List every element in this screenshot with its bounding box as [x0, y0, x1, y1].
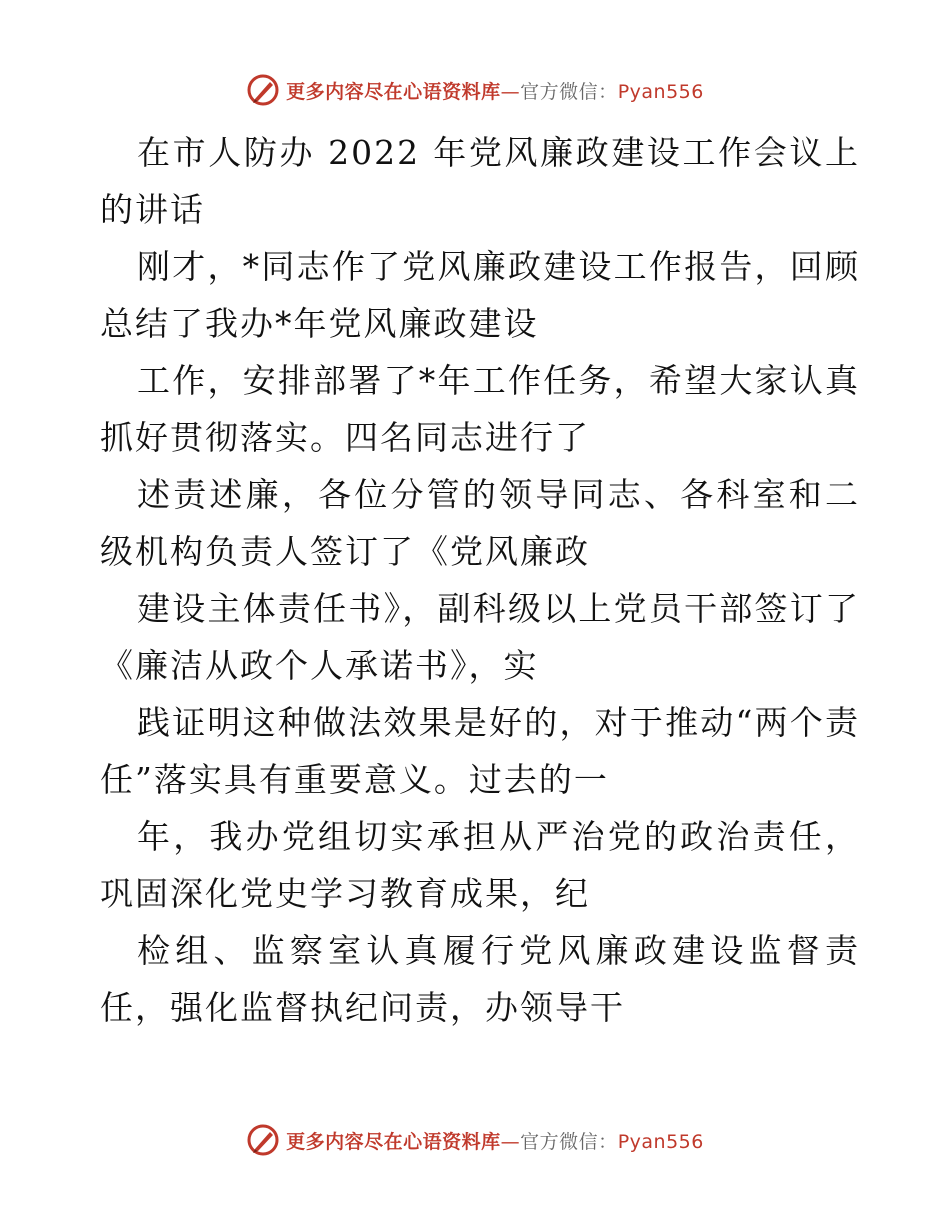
- paragraph: 工作，安排部署了*年工作任务，希望大家认真抓好贯彻落实。四名同志进行了: [100, 361, 860, 457]
- banner-main-text: 更多内容尽在心语资料库: [286, 1130, 501, 1153]
- banner-wechat-id: Pyan556: [617, 80, 704, 103]
- paragraph: 检组、监察室认真履行党风廉政建设监督责任，强化监督执纪问责，办领导干: [100, 931, 860, 1027]
- footer-banner: [0, 1120, 950, 1160]
- banner-label: 官方微信：: [520, 80, 618, 103]
- pen-logo-icon: [246, 73, 280, 107]
- paragraph: 刚才，*同志作了党风廉政建设工作报告，回顾总结了我办*年党风廉政建设: [100, 247, 860, 343]
- paragraph: 践证明这种做法效果是好的，对于推动“两个责任”落实具有重要意义。过去的一: [100, 703, 860, 799]
- paragraph: 述责述廉，各位分管的领导同志、各科室和二级机构负责人签订了《党风廉政: [100, 475, 860, 571]
- paragraph: 年，我办党组切实承担从严治党的政治责任，巩固深化党史学习教育成果，纪: [100, 817, 860, 913]
- banner-dash: —: [500, 80, 521, 103]
- document-title: 在市人防办 2022 年党风廉政建设工作会议上的讲话: [100, 133, 860, 229]
- header-banner-text: [286, 77, 704, 104]
- paragraph: 建设主体责任书》，副科级以上党员干部签订了《廉洁从政个人承诺书》，实: [100, 589, 860, 685]
- header-banner: [0, 70, 950, 110]
- banner-dash: —: [500, 1130, 521, 1153]
- banner-label: 官方微信：: [520, 1130, 618, 1153]
- banner-main-text: 更多内容尽在心语资料库: [286, 80, 501, 103]
- document-body: [100, 124, 860, 1036]
- footer-banner-text: [286, 1127, 704, 1154]
- pen-logo-icon: [246, 1123, 280, 1157]
- banner-wechat-id: Pyan556: [617, 1130, 704, 1153]
